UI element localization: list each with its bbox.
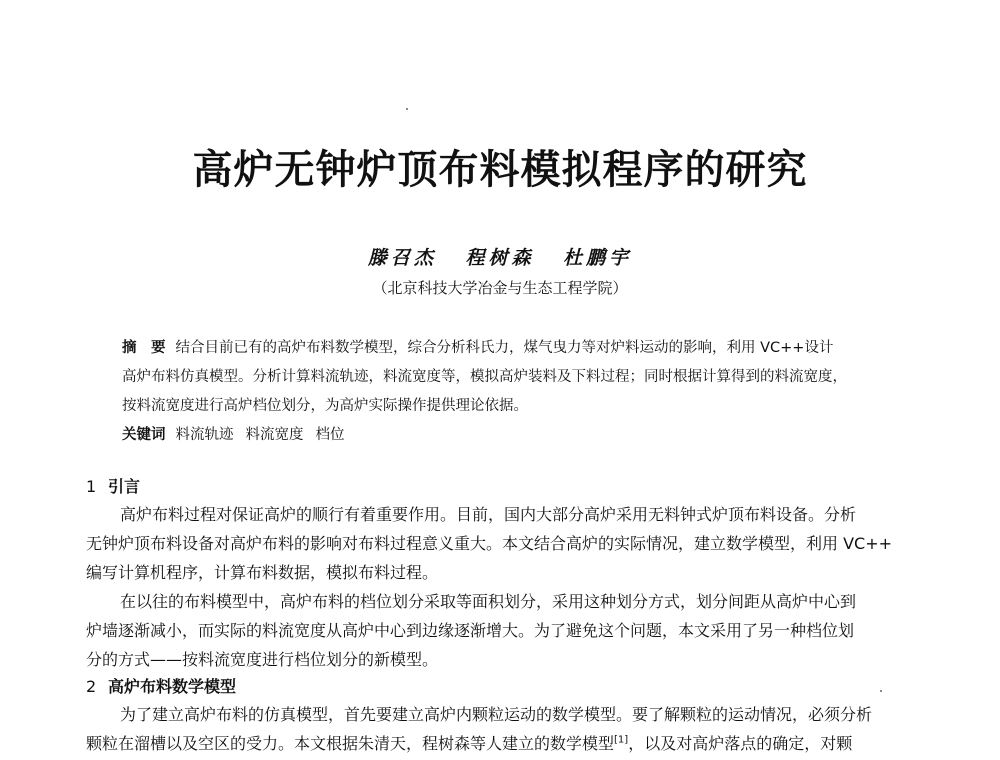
abstract-line (122, 334, 892, 363)
section-heading (86, 476, 140, 498)
author-name: 杜鹏宇 (563, 247, 633, 269)
scan-speck (406, 108, 408, 110)
abstract-block (122, 334, 892, 450)
keyword: 档位 (315, 427, 345, 443)
body-line: 高炉布料过程对保证高炉的顺行有着重要作用。目前，国内大部分高炉采用无料钟式炉顶布料设备。分析 (120, 505, 857, 524)
affiliation: （北京科技大学冶金与生态工程学院） (372, 279, 628, 297)
abstract-label: 摘 要 (122, 340, 166, 356)
section-body (86, 500, 916, 674)
author-name: 程树森 (465, 247, 535, 269)
section-body (86, 700, 916, 758)
author-list (0, 246, 1000, 270)
scan-speck (880, 690, 882, 692)
section-title: 高炉布料数学模型 (108, 677, 237, 696)
body-line: 分的方式——按料流宽度进行档位划分的新模型。 (86, 650, 439, 669)
body-text: ，以及对高炉落点的确定，对颗 (628, 734, 853, 753)
section-number: 1 (86, 477, 97, 496)
abstract-line: 按料流宽度进行高炉档位划分，为高炉实际操作提供理论依据。 (122, 398, 528, 414)
section-title: 引言 (108, 477, 141, 496)
paper-title: 高炉无钟炉顶布料模拟程序的研究 (192, 146, 808, 193)
keywords-line (122, 421, 892, 450)
keyword: 料流宽度 (245, 427, 304, 443)
body-line (86, 729, 916, 758)
section-heading (86, 676, 236, 698)
body-line: 编写计算机程序，计算布料数据，模拟布料过程。 (86, 563, 439, 582)
keywords-label: 关键词 (122, 427, 166, 443)
citation-ref[interactable]: [1] (614, 734, 629, 746)
keyword: 料流轨迹 (175, 427, 234, 443)
abstract-text: 结合目前已有的高炉布料数学模型，综合分析科氏力，煤气曳力等对炉料运动的影响，利用 VC++设计 (175, 340, 834, 356)
section-number: 2 (86, 677, 97, 696)
author-name: 滕召杰 (367, 247, 437, 269)
body-line: 炉墙逐渐减小，而实际的料流宽度从高炉中心到边缘逐渐增大。为了避免这个问题，本文采用了另一种档位划 (86, 621, 855, 640)
body-line: 在以往的布料模型中，高炉布料的档位划分采取等面积划分，采用这种划分方式，划分间距从高炉中心到 (120, 592, 857, 611)
body-text: 颗粒在溜槽以及空区的受力。本文根据朱清天，程树森等人建立的数学模型 (86, 734, 615, 753)
body-line: 无钟炉顶布料设备对高炉布料的影响对布料过程意义重大。本文结合高炉的实际情况，建立数学模型，利用 VC++ (86, 534, 893, 553)
abstract-line: 高炉布料仿真模型。分析计算料流轨迹，料流宽度等，模拟高炉装料及下料过程；同时根据计算得到的料流宽度， (122, 369, 847, 385)
body-line: 为了建立高炉布料的仿真模型，首先要建立高炉内颗粒运动的数学模型。要了解颗粒的运动情况，必须分析 (120, 705, 873, 724)
